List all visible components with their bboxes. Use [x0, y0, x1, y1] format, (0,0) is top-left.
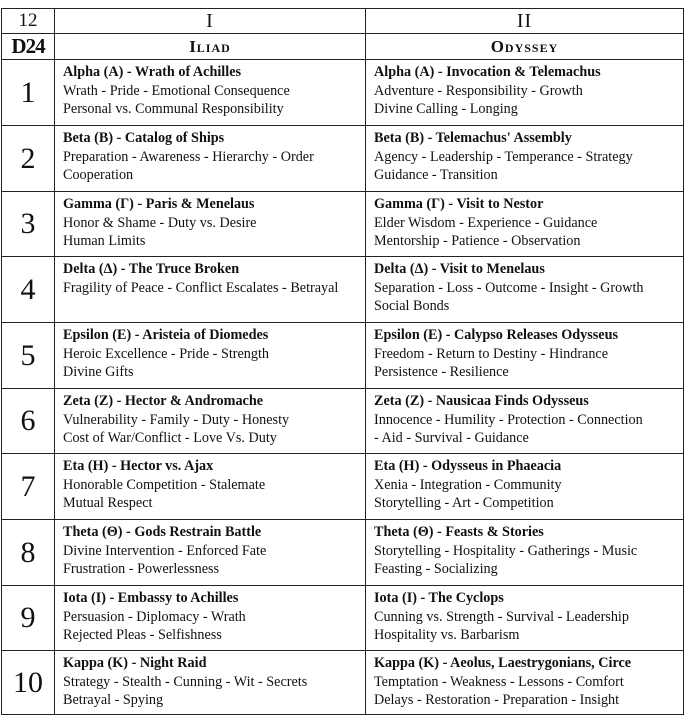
- header-row-numerals: [2, 9, 684, 34]
- iliad-cell: [55, 60, 366, 126]
- odyssey-theme-line: Hospitality vs. Barbarism: [374, 627, 520, 643]
- column-numeral-odyssey: II: [366, 9, 684, 34]
- odyssey-book-title: Alpha (Α) - Invocation & Telemachus: [374, 64, 601, 80]
- iliad-book-title: Beta (Β) - Catalog of Ships: [63, 130, 225, 146]
- odyssey-book-title: Zeta (Ζ) - Nausicaa Finds Odysseus: [374, 393, 589, 409]
- iliad-book-title: Epsilon (Ε) - Aristeia of Diomedes: [63, 327, 269, 343]
- table-row: [2, 520, 684, 586]
- odyssey-theme-line: Delays - Restoration - Preparation - Insight: [374, 692, 620, 708]
- row-number: 6: [2, 389, 55, 454]
- iliad-book-title: Delta (Δ) - The Truce Broken: [63, 261, 240, 277]
- odyssey-theme-line: Freedom - Return to Destiny - Hindrance: [374, 345, 609, 362]
- table-row: [2, 389, 684, 454]
- odyssey-cell: [366, 389, 684, 454]
- iliad-theme-line: Honor & Shame - Duty vs. Desire: [63, 214, 257, 231]
- iliad-book-title: Theta (Θ) - Gods Restrain Battle: [63, 524, 262, 540]
- iliad-theme-line: Honorable Competition - Stalemate: [63, 476, 266, 493]
- iliad-theme-line: Strategy - Stealth - Cunning - Wit - Secrets: [63, 673, 308, 690]
- table-row: [2, 60, 684, 126]
- odyssey-book-title: Epsilon (Ε) - Calypso Releases Odysseus: [374, 327, 618, 343]
- iliad-theme-line: Betrayal - Spying: [63, 692, 164, 708]
- row-number: 7: [2, 454, 55, 520]
- odyssey-theme-line: Social Bonds: [374, 298, 450, 314]
- odyssey-book-title: Gamma (Γ) - Visit to Nestor: [374, 196, 544, 212]
- odyssey-cell: [366, 586, 684, 651]
- iliad-cell: [55, 389, 366, 454]
- row-number: 10: [2, 651, 55, 715]
- table-row: [2, 323, 684, 389]
- odyssey-cell: [366, 520, 684, 586]
- odyssey-cell: [366, 192, 684, 257]
- iliad-cell: [55, 520, 366, 586]
- odyssey-book-title: Iota (Ι) - The Cyclops: [374, 590, 504, 606]
- iliad-theme-line: Personal vs. Communal Responsibility: [63, 101, 284, 117]
- iliad-theme-line: Frustration - Powerlessness: [63, 561, 220, 577]
- table-row: [2, 126, 684, 192]
- iliad-cell: [55, 192, 366, 257]
- iliad-theme-line: Divine Gifts: [63, 364, 134, 380]
- iliad-cell: [55, 651, 366, 715]
- odyssey-book-title: Kappa (Κ) - Aeolus, Laestrygonians, Circe: [374, 655, 632, 671]
- iliad-cell: [55, 323, 366, 389]
- iliad-cell: [55, 126, 366, 192]
- table-row: [2, 192, 684, 257]
- row-number: 9: [2, 586, 55, 651]
- odyssey-theme-line: - Aid - Survival - Guidance: [374, 430, 529, 446]
- iliad-theme-line: Vulnerability - Family - Duty - Honesty: [63, 411, 290, 428]
- column-numeral-iliad: I: [55, 9, 366, 34]
- odyssey-theme-line: Feasting - Socializing: [374, 561, 498, 577]
- odyssey-theme-line: Cunning vs. Strength - Survival - Leadership: [374, 608, 629, 625]
- iliad-theme-line: Preparation - Awareness - Hierarchy - Order: [63, 148, 314, 165]
- table-row: [2, 651, 684, 715]
- odyssey-theme-line: Agency - Leadership - Temperance - Strategy: [374, 148, 633, 165]
- odyssey-cell: [366, 323, 684, 389]
- row-number: 2: [2, 126, 55, 192]
- iliad-cell: [55, 586, 366, 651]
- iliad-theme-line: Persuasion - Diplomacy - Wrath: [63, 608, 246, 625]
- odyssey-book-title: Eta (Η) - Odysseus in Phaeacia: [374, 458, 562, 474]
- iliad-theme-line: Fragility of Peace - Conflict Escalates - Betrayal: [63, 279, 339, 296]
- themes-table: [1, 8, 684, 715]
- iliad-theme-line: Heroic Excellence - Pride - Strength: [63, 345, 270, 362]
- odyssey-cell: [366, 60, 684, 126]
- table-row: [2, 454, 684, 520]
- corner-die-label: D24: [2, 34, 55, 60]
- row-number: 8: [2, 520, 55, 586]
- iliad-theme-line: Rejected Pleas - Selfishness: [63, 627, 222, 643]
- odyssey-theme-line: Storytelling - Hospitality - Gatherings - Music: [374, 542, 638, 559]
- odyssey-theme-line: Temptation - Weakness - Lessons - Comfort: [374, 673, 624, 690]
- odyssey-cell: [366, 651, 684, 715]
- odyssey-book-title: Delta (Δ) - Visit to Menelaus: [374, 261, 545, 277]
- corner-die-count: 12: [2, 9, 55, 34]
- column-title-odyssey: Odyssey: [366, 34, 684, 60]
- iliad-book-title: Alpha (Α) - Wrath of Achilles: [63, 64, 242, 80]
- odyssey-theme-line: Innocence - Humility - Protection - Connection: [374, 411, 643, 428]
- row-number: 1: [2, 60, 55, 126]
- odyssey-theme-line: Separation - Loss - Outcome - Insight - Growth: [374, 279, 644, 296]
- iliad-book-title: Zeta (Ζ) - Hector & Andromache: [63, 393, 264, 409]
- iliad-book-title: Kappa (Κ) - Night Raid: [63, 655, 207, 671]
- table-body: [2, 60, 684, 715]
- odyssey-theme-line: Elder Wisdom - Experience - Guidance: [374, 214, 598, 231]
- iliad-theme-line: Mutual Respect: [63, 495, 153, 511]
- header-row-titles: [2, 34, 684, 60]
- odyssey-cell: [366, 257, 684, 323]
- iliad-cell: [55, 257, 366, 323]
- odyssey-theme-line: Divine Calling - Longing: [374, 101, 518, 117]
- table-row: [2, 257, 684, 323]
- odyssey-theme-line: Guidance - Transition: [374, 167, 498, 183]
- odyssey-theme-line: Xenia - Integration - Community: [374, 476, 562, 493]
- odyssey-book-title: Beta (Β) - Telemachus' Assembly: [374, 130, 572, 146]
- iliad-theme-line: Divine Intervention - Enforced Fate: [63, 542, 267, 559]
- odyssey-theme-line: Mentorship - Patience - Observation: [374, 233, 581, 249]
- odyssey-cell: [366, 126, 684, 192]
- iliad-theme-line: Cost of War/Conflict - Love Vs. Duty: [63, 430, 277, 446]
- odyssey-theme-line: Persistence - Resilience: [374, 364, 509, 380]
- iliad-theme-line: Wrath - Pride - Emotional Consequence: [63, 82, 290, 99]
- table-row: [2, 586, 684, 651]
- row-number: 3: [2, 192, 55, 257]
- iliad-book-title: Gamma (Γ) - Paris & Menelaus: [63, 196, 255, 212]
- odyssey-cell: [366, 454, 684, 520]
- odyssey-book-title: Theta (Θ) - Feasts & Stories: [374, 524, 544, 540]
- odyssey-theme-line: Adventure - Responsibility - Growth: [374, 82, 583, 99]
- row-number: 4: [2, 257, 55, 323]
- iliad-theme-line: Human Limits: [63, 233, 146, 249]
- odyssey-theme-line: Storytelling - Art - Competition: [374, 495, 554, 511]
- iliad-book-title: Eta (Η) - Hector vs. Ajax: [63, 458, 214, 474]
- row-number: 5: [2, 323, 55, 389]
- column-title-iliad: Iliad: [55, 34, 366, 60]
- iliad-book-title: Iota (Ι) - Embassy to Achilles: [63, 590, 239, 606]
- iliad-theme-line: Cooperation: [63, 167, 134, 183]
- iliad-cell: [55, 454, 366, 520]
